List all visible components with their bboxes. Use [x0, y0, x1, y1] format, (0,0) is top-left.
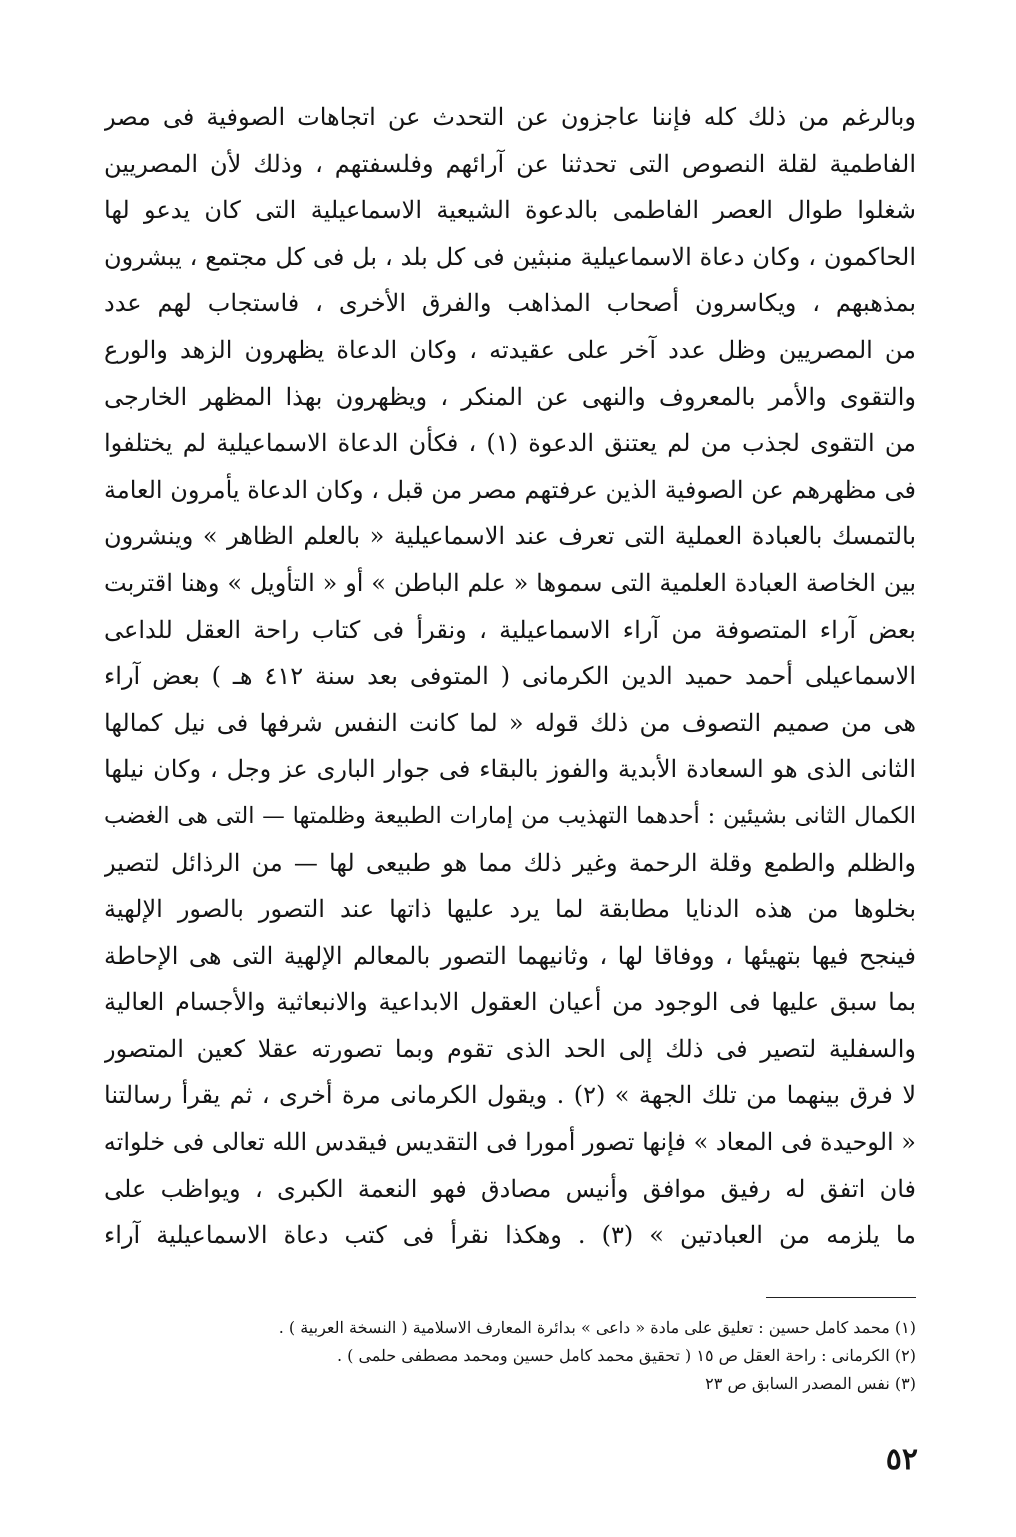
text-line: الكمال الثانى بشيئين : أحدهما التهذيب من إمارات الطبيعة وظلمتها — التى هى الغضب [104, 802, 916, 829]
text-line: لا فرق بينهما من تلك الجهة » (٢) . ويقول الكرمانى مرة أخرى ، ثم يقرأ رسالتنا [104, 1081, 916, 1110]
text-line: من التقوى لجذب من لم يعتنق الدعوة (١) ، فكأن الدعاة الاسماعيلية لم يختلفوا [104, 429, 916, 458]
text-line: هى من صميم التصوف من ذلك قوله « لما كانت النفس شرفها فى نيل كمالها [104, 708, 916, 737]
text-line: والتقوى والأمر بالمعروف والنهى عن المنكر ، ويظهرون بهذا المظهر الخارجى [104, 382, 916, 411]
body-text [104, 94, 916, 1259]
text-line: والظلم والطمع وقلة الرحمة وغير ذلك مما هو طبيعى لها — من الرذائل لتصير [104, 848, 916, 877]
text-line: الثانى الذى هو السعادة الأبدية والفوز بالبقاء فى جوار البارى عز وجل ، وكان نيلها [104, 755, 916, 784]
footnote: (٢) الكرمانى : راحة العقل ص ١٥ ( تحقيق محمد كامل حسين ومحمد مصطفى حلمى ) . [336, 1346, 916, 1365]
page-number: ٥٢ [885, 1442, 918, 1477]
text-line: من المصريين وظل عدد آخر على عقيدته ، وكان الدعاة يظهرون الزهد والورع [104, 335, 916, 364]
text-line: الاسماعيلى أحمد حميد الدين الكرمانى ( المتوفى بعد سنة ٤١٢ هـ ) بعض آراء [104, 662, 916, 691]
text-line: بمذهبهم ، ويكاسرون أصحاب المذاهب والفرق الأخرى ، فاستجاب لهم عدد [104, 289, 916, 318]
footnotes [104, 1314, 916, 1398]
text-line: « الوحيدة فى المعاد » فإنها تصور أمورا فى التقديس فيقدس الله تعالى فى خلواته [104, 1128, 916, 1157]
footnote-divider [766, 1297, 916, 1298]
footnote: (٣) نفس المصدر السابق ص ٢٣ [705, 1374, 916, 1393]
text-line: ما يلزمه من العبادتين » (٣) . وهكذا نقرأ فى كتب دعاة الاسماعيلية آراء [104, 1221, 916, 1250]
text-line: بما سبق عليها فى الوجود من أعيان العقول الابداعية والانبعاثية والأجسام العالية [104, 988, 916, 1017]
text-line: فينجح فيها بتهيئها ، ووفاقا لها ، وثانيهما التصور بالمعالم الإلهية التى هى الإحاطة [104, 941, 916, 970]
text-line: الحاكمون ، وكان دعاة الاسماعيلية منبثين فى كل بلد ، بل فى كل مجتمع ، يبشرون [104, 242, 916, 271]
text-line: وبالرغم من ذلك كله فإننا عاجزون عن التحدث عن اتجاهات الصوفية فى مصر [104, 103, 916, 131]
text-line: بعض آراء المتصوفة من آراء الاسماعيلية ، ونقرأ فى كتاب راحة العقل للداعى [104, 615, 916, 644]
text-line: والسفلية لتصير فى ذلك إلى الحد الذى تقوم وبما تصورته عقلا كعين المتصور [104, 1034, 916, 1063]
text-line: الفاطمية لقلة النصوص التى تحدثنا عن آرائهم وفلسفتهم ، وذلك لأن المصريين [104, 149, 916, 178]
text-line: بخلوها من هذه الدنايا مطابقة لما يرد عليها ذاتها عند التصور بالصور الإلهية [104, 895, 916, 924]
text-line: بالتمسك بالعبادة العملية التى تعرف عند الاسماعيلية « بالعلم الظاهر » وينشرون [104, 522, 916, 551]
text-line: شغلوا طوال العصر الفاطمى بالدعوة الشيعية الاسماعيلية التى كان يدعو لها [104, 196, 916, 225]
text-line: فى مظهرهم عن الصوفية الذين عرفتهم مصر من قبل ، وكان الدعاة يأمرون العامة [104, 475, 916, 504]
footnote: (١) محمد كامل حسين : تعليق على مادة « داعى » بدائرة المعارف الاسلامية ( النسخة العربية ) . [278, 1318, 916, 1337]
text-line: فان اتفق له رفيق موافق وأنيس مصادق فهو النعمة الكبرى ، ويواظب على [104, 1174, 916, 1203]
text-line: بين الخاصة العبادة العلمية التى سموها « علم الباطن » أو « التأويل » وهنا اقتربت [104, 568, 916, 597]
